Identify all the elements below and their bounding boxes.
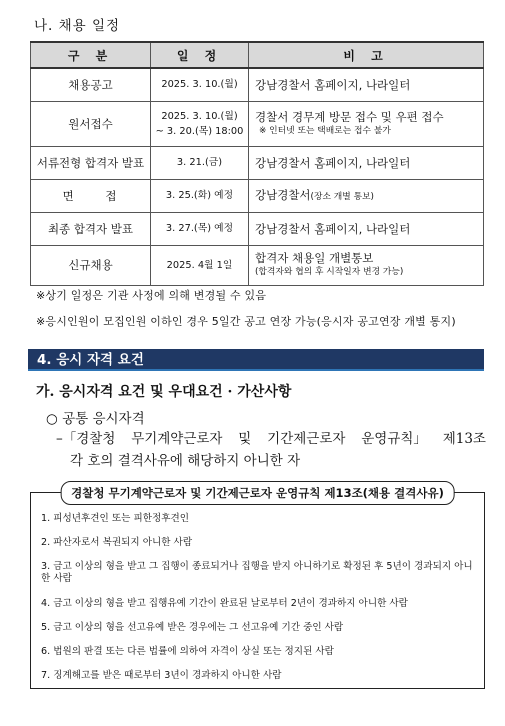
table-row — [31, 68, 484, 101]
box-title: 경찰청 무기계약근로자 및 기간제근로자 운영규칙 제13조(채용 결격사유) — [60, 481, 455, 505]
bullet-item: ○ 공통 응시자격 — [46, 411, 145, 427]
header-remarks: 비 고 — [249, 42, 484, 68]
table-row — [31, 146, 484, 179]
row-note: 강남경찰서 홈페이지, 나라일터 — [249, 68, 484, 101]
dash-word: –「경찰청 — [56, 431, 116, 447]
row-note-small: (장소 개별 통보) — [310, 191, 374, 202]
dash-word: 및 — [238, 431, 252, 447]
table-row — [31, 212, 484, 245]
schedule-note-2: ※응시인원이 모집인원 이하인 경우 5일간 공고 연장 가능(응시자 공고연장 개별 통지) — [36, 315, 456, 328]
disqualification-list — [41, 513, 481, 694]
row-name: 면 접 — [31, 179, 151, 212]
list-item: 3. 금고 이상의 형을 받고 그 집행이 종료되거나 집행을 받지 아니하기로 확정된 후 5년이 경과되지 아니한 사람 — [41, 561, 473, 584]
table-header-row — [31, 42, 484, 68]
row-name: 최종 합격자 발표 — [31, 212, 151, 245]
row-date: 2025. 4월 1일 — [151, 245, 249, 285]
section-title: 나. 채용 일정 — [34, 18, 121, 34]
row-note — [249, 245, 484, 285]
list-item: 4. 금고 이상의 형을 받고 집행유예 기간이 완료된 날로부터 2년이 경과하지 아니한 사람 — [41, 598, 408, 609]
dash-item — [56, 428, 486, 472]
row-note: 강남경찰서 홈페이지, 나라일터 — [249, 212, 484, 245]
row-date: 3. 25.(화) 예정 — [151, 179, 249, 212]
row-date — [151, 101, 249, 146]
row-name: 서류전형 합격자 발표 — [31, 146, 151, 179]
row-date-end: ~ 3. 20.(목) 18:00 — [155, 125, 244, 137]
dash-word: 제13조 — [442, 431, 486, 447]
row-note-small: ※ 인터넷 또는 택배로는 접수 불가 — [259, 125, 391, 136]
subheading: 가. 응시자격 요건 및 우대요건 · 가산사항 — [36, 384, 292, 400]
dash-word: 운영규칙」 — [361, 431, 427, 447]
header-schedule: 일 정 — [151, 42, 249, 68]
row-note — [249, 179, 484, 212]
row-name: 신규채용 — [31, 245, 151, 285]
list-item: 6. 법원의 판결 또는 다른 법률에 의하여 자격이 상실 또는 정지된 사람 — [41, 646, 334, 657]
schedule-note-1: ※상기 일정은 기관 사정에 의해 변경될 수 있음 — [36, 289, 267, 302]
dash-line-2: 각 호의 결격사유에 해당하지 아니한 자 — [70, 453, 301, 469]
row-name: 원서접수 — [31, 101, 151, 146]
list-item: 2. 파산자로서 복권되지 아니한 사람 — [41, 537, 193, 548]
list-item: 7. 징계해고를 받은 때로부터 3년이 경과하지 아니한 사람 — [41, 670, 282, 681]
schedule-table — [30, 41, 484, 286]
dash-line-1 — [56, 428, 486, 450]
table-row — [31, 101, 484, 146]
table-row — [31, 245, 484, 285]
header-category: 구 분 — [31, 42, 151, 68]
row-name: 채용공고 — [31, 68, 151, 101]
row-date-start: 2025. 3. 10.(월) — [161, 110, 238, 122]
row-date: 3. 21.(금) — [151, 146, 249, 179]
row-date: 2025. 3. 10.(월) — [151, 68, 249, 101]
list-item: 5. 금고 이상의 형을 선고유예 받은 경우에는 그 선고유예 기간 중인 사람 — [41, 622, 344, 633]
row-note-small: (합격자와 협의 후 시작일자 변경 가능) — [255, 267, 404, 277]
list-item: 1. 피성년후견인 또는 피한정후견인 — [41, 513, 190, 524]
row-note-main: 경찰서 경무계 방문 접수 및 우편 접수 — [255, 109, 444, 124]
row-note: 강남경찰서 홈페이지, 나라일터 — [249, 146, 484, 179]
row-note-main: 합격자 채용일 개별통보 — [255, 251, 374, 265]
row-note-main: 강남경찰서 — [255, 187, 311, 202]
dash-word: 기간제근로자 — [267, 431, 346, 447]
section-banner: 4. 응시 자격 요건 — [28, 349, 484, 371]
dash-word: 무기계약근로자 — [131, 431, 223, 447]
row-note — [249, 101, 484, 146]
disqualification-box — [30, 486, 485, 689]
table-row — [31, 179, 484, 212]
row-date: 3. 27.(목) 예정 — [151, 212, 249, 245]
